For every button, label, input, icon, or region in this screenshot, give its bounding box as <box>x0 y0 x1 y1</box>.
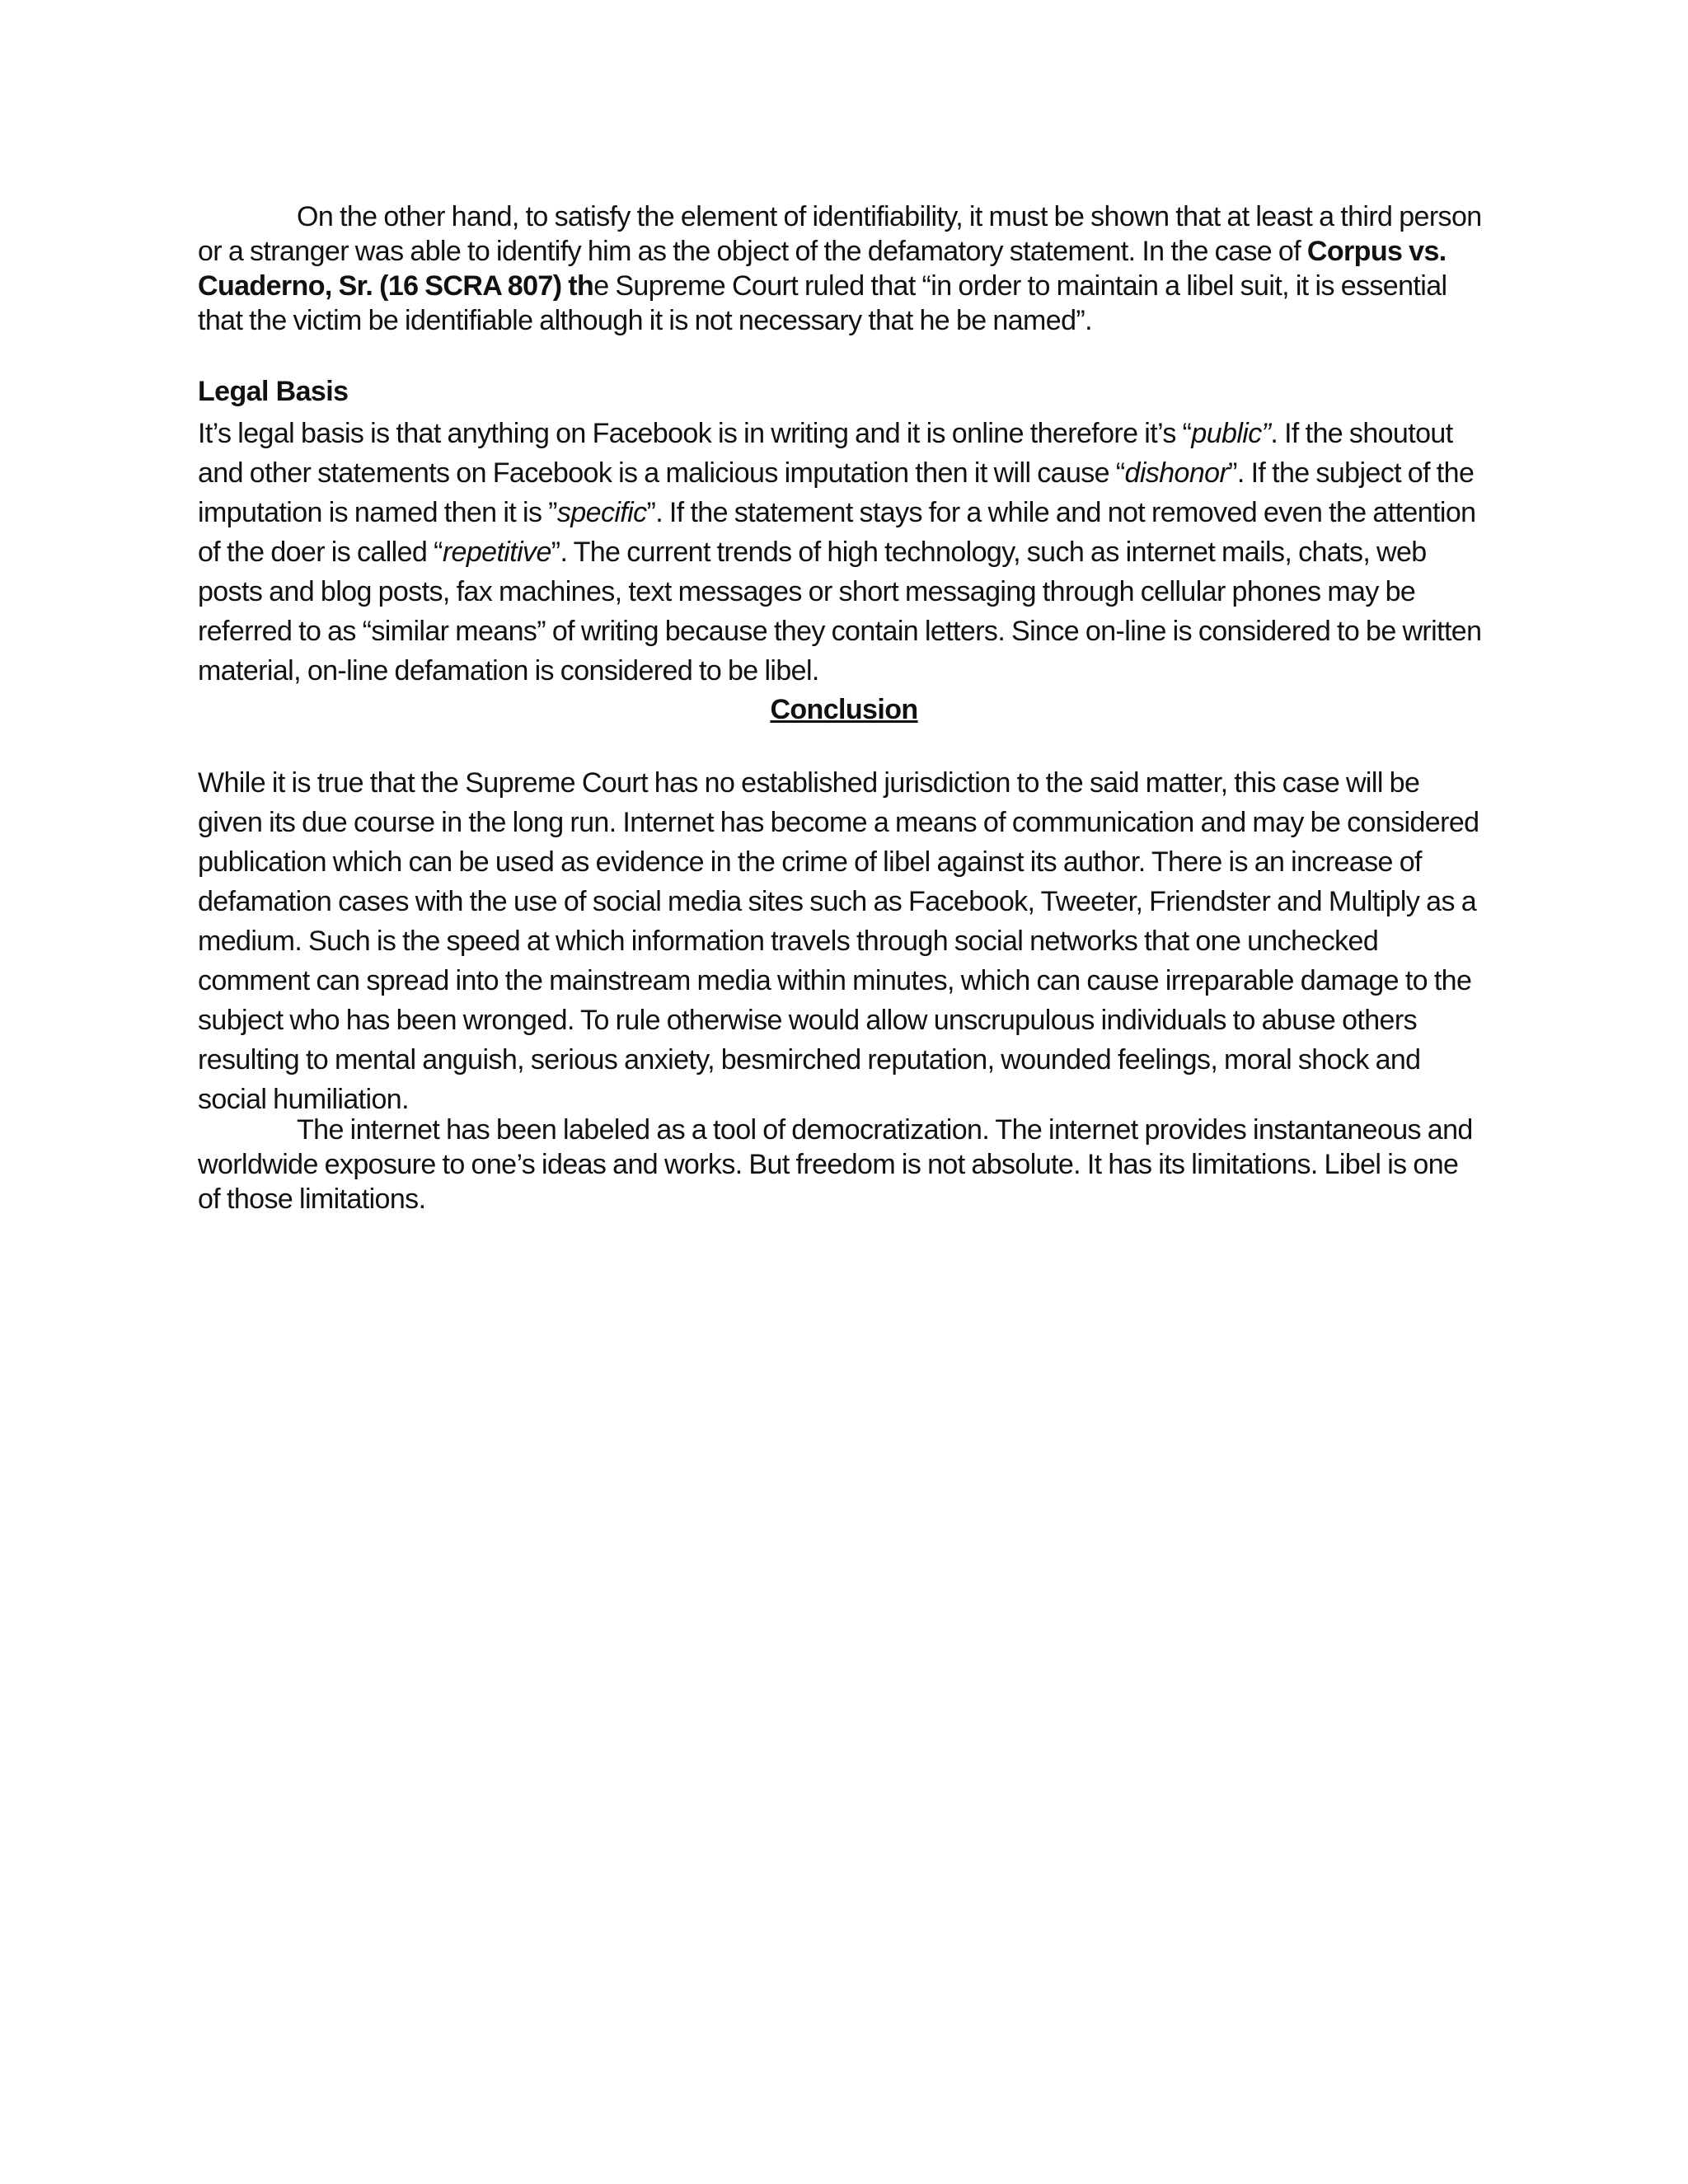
text-run: ”. The current trends of high technology, such as internet mails, chats, web posts and blog posts, fax machines, text messages or short messaging through cellular phones may be referred to as “similar means” of writing because they contain letters. Since on-line is considered to be written material, on-line defamation is considered to be libel. <box>198 537 1482 687</box>
legal-basis-heading: Legal Basis <box>198 376 349 407</box>
identifiability-text <box>198 199 1484 338</box>
emphasis-dishonor: dishonor <box>1124 457 1229 489</box>
text-run: It’s legal basis is that anything on Facebook is in writing and it is online therefore it’s “ <box>198 418 1192 449</box>
identifiability-paragraph <box>198 199 1484 338</box>
conclusion-heading: Conclusion <box>770 694 918 725</box>
final-paragraph-text: The internet has been labeled as a tool of democratization. The internet provides instantaneous and worldwide exposure to one’s ideas and works. But freedom is not absolute. It has its limitations. Libel is one of those limitations. <box>198 1114 1473 1215</box>
legal-basis-paragraph <box>198 414 1484 691</box>
emphasis-repetitive: repetitive <box>442 537 551 568</box>
conclusion-text: While it is true that the Supreme Court has no established jurisdiction to the said matter, this case will be given its due course in the long run. Internet has become a means of communication and may be considered publication which can be used as evidence in the crime of libel against its author. There is an increase of defamation cases with the use of social media sites such as Facebook, Tweeter, Friendster and Multiply as a medium. Such is the speed at which information travels through social networks that one unchecked comment can spread into the mainstream media within minutes, which can cause irreparable damage to the subject who has been wronged. To rule otherwise would allow unscrupulous individuals to abuse others resulting to mental anguish, serious anxiety, besmirched reputation, wounded feelings, moral shock and social humiliation. <box>198 767 1479 1115</box>
final-paragraph <box>198 1113 1484 1216</box>
legal-basis-text <box>198 414 1484 691</box>
conclusion-paragraph <box>198 763 1484 1119</box>
case-citation: Corpus vs. Cuaderno, Sr. (16 SCRA 807) th <box>198 236 1447 302</box>
text-run: e Supreme Court ruled that “in order to maintain a libel suit, it is essential that the victim be identifiable although it is not necessary that he be named”. <box>198 270 1447 336</box>
emphasis-public: public” <box>1191 418 1271 449</box>
text-run: ”. If the subject of the imputation is named then it is ” <box>198 457 1475 528</box>
text-run: On the other hand, to satisfy the element of identifiability, it must be shown that at least a third person or a stranger was able to identify him as the object of the defamatory statement. In the case of <box>198 201 1482 267</box>
emphasis-specific: specific <box>556 497 647 528</box>
text-run: ”. If the statement stays for a while and not removed even the attention of the doer is called “ <box>198 497 1476 568</box>
text-run: . If the shoutout and other statements on Facebook is a malicious imputation then it will cause “ <box>198 418 1453 489</box>
